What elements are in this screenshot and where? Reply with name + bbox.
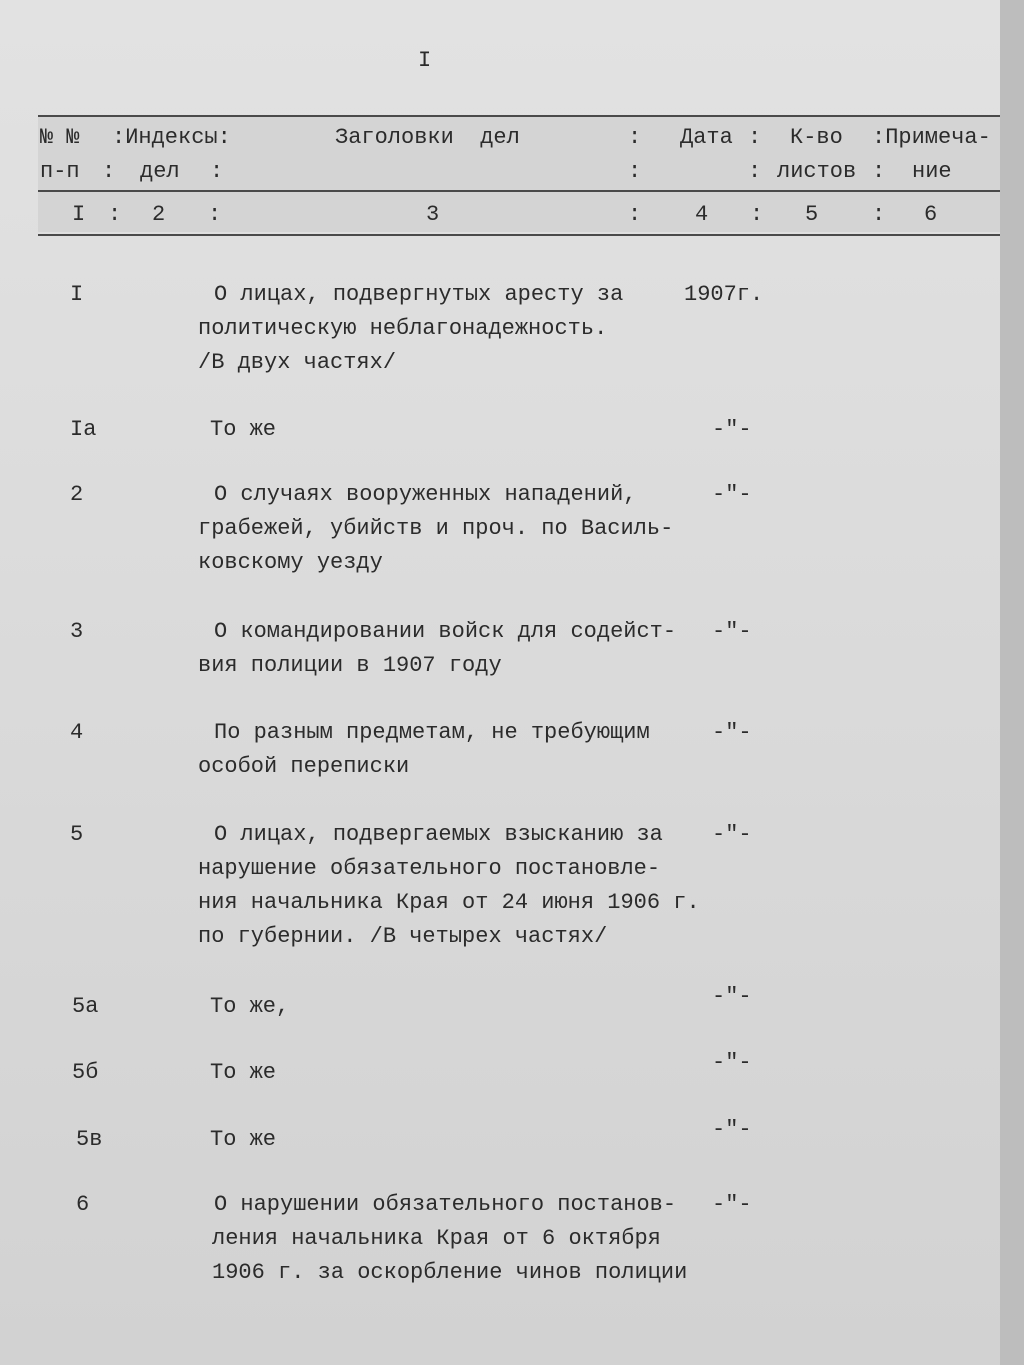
row-number: 4	[70, 720, 84, 745]
page-edge	[1000, 0, 1024, 1365]
header-cell: К-во	[790, 125, 843, 150]
header-cell: Дата	[680, 125, 733, 150]
header-cell: :Примеча-	[872, 125, 991, 150]
header-cell: ние	[912, 159, 952, 184]
row-number: 2	[70, 482, 84, 507]
header-cell: :	[748, 159, 762, 184]
case-date: -"-	[712, 619, 752, 644]
case-title-line: /В двух частях/	[198, 350, 397, 375]
row-number: 5а	[72, 994, 99, 1019]
column-number: 2	[152, 202, 166, 227]
row-number: 5	[70, 822, 84, 847]
case-title-line: 1906 г. за оскорбление чинов полиции	[212, 1260, 688, 1285]
column-number: :	[208, 202, 222, 227]
column-number: :	[872, 202, 886, 227]
header-mid-rule	[38, 190, 1000, 192]
row-number: 5б	[72, 1060, 99, 1085]
page-number: I	[418, 48, 432, 73]
case-title-line: ковскому уезду	[198, 550, 383, 575]
column-number: I	[72, 202, 86, 227]
header-cell: п-п	[40, 159, 80, 184]
case-title-line: О лицах, подвергаемых взысканию за	[214, 822, 663, 847]
case-title-line: грабежей, убийств и проч. по Василь-	[198, 516, 674, 541]
case-date: 1907г.	[684, 282, 764, 307]
row-number: 3	[70, 619, 84, 644]
case-date: -"-	[712, 1050, 752, 1075]
case-title-line: О случаях вооруженных нападений,	[214, 482, 637, 507]
case-title-line: О нарушении обязательного постанов-	[214, 1192, 677, 1217]
header-cell: № №	[40, 125, 80, 150]
column-number: :	[108, 202, 122, 227]
case-title-line: По разным предметам, не требующим	[214, 720, 650, 745]
header-cell: :	[628, 125, 642, 150]
case-title-line: То же	[210, 1127, 277, 1152]
case-title-line: вия полиции в 1907 году	[198, 653, 502, 678]
column-number: 6	[924, 202, 938, 227]
case-date: -"-	[712, 1192, 752, 1217]
header-cell: :	[628, 159, 642, 184]
header-cell: листов	[777, 159, 857, 184]
case-title-line: нарушение обязательного постановле-	[198, 856, 661, 881]
header-cell: :	[748, 125, 762, 150]
header-cell: Заголовки дел	[335, 125, 520, 150]
case-title-line: ния начальника Края от 24 июня 1906 г.	[198, 890, 700, 915]
case-date: -"-	[712, 417, 752, 442]
case-title-line: То же	[210, 417, 277, 442]
column-number: :	[750, 202, 764, 227]
case-title-line: особой переписки	[198, 754, 410, 779]
row-number: Iа	[70, 417, 97, 442]
case-date: -"-	[712, 720, 752, 745]
case-title-line: То же	[210, 1060, 277, 1085]
case-date: -"-	[712, 482, 752, 507]
header-top-rule	[38, 115, 1000, 117]
case-title-line: О командировании войск для содейст-	[214, 619, 677, 644]
header-cell: :	[210, 159, 224, 184]
case-date: -"-	[712, 984, 752, 1009]
header-cell: :Индексы:	[112, 125, 231, 150]
case-title-line: ления начальника Края от 6 октября	[212, 1226, 661, 1251]
column-number: 5	[805, 202, 819, 227]
header-cell: :	[872, 159, 886, 184]
column-number: :	[628, 202, 642, 227]
column-number: 3	[426, 202, 440, 227]
row-number: I	[70, 282, 84, 307]
case-title-line: по губернии. /В четырех частях/	[198, 924, 608, 949]
case-date: -"-	[712, 822, 752, 847]
row-number: 6	[76, 1192, 90, 1217]
header-cell: дел	[140, 159, 180, 184]
case-title-line: О лицах, подвергнутых аресту за	[214, 282, 624, 307]
case-title-line: То же,	[210, 994, 290, 1019]
case-date: -"-	[712, 1117, 752, 1142]
row-number: 5в	[76, 1127, 103, 1152]
column-number: 4	[695, 202, 709, 227]
header-bottom-rule	[38, 234, 1000, 236]
header-cell: :	[102, 159, 116, 184]
case-title-line: политическую неблагонадежность.	[198, 316, 608, 341]
